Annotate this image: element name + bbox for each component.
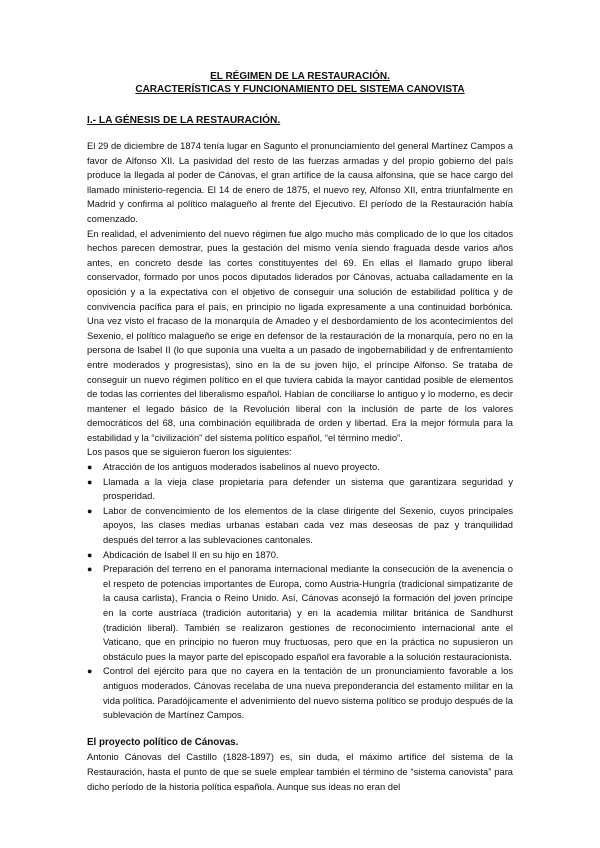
bullet-icon: ● [87, 462, 93, 473]
steps-list [87, 460, 513, 723]
list-item-text: Control del ejército para que no cayera en la tentación de un pronunciamiento favorable a los antiguos moderados. Cánovas recelaba de una nueva preponderancia del estamento militar en la vida política. Paradójicamente el advenimiento del nuevo sistema político se produjo después de la sublevación de Martínez Campos. [103, 666, 513, 721]
bullet-icon: ● [87, 666, 93, 677]
list-item [87, 460, 513, 475]
section-heading: I.- LA GÉNESIS DE LA RESTAURACIÓN. [87, 115, 281, 126]
bullet-icon: ● [87, 564, 93, 575]
paragraph-3: Los pasos que se siguieron fueron los siguientes: [87, 447, 292, 458]
list-item [87, 504, 513, 548]
paragraph-2: En realidad, el advenimiento del nuevo régimen fue algo mucho más complicado de lo que los citados hechos parecen demostrar, pues la gestación del mismo venía siendo fraguada desde varios años antes, en concreto desde las cortes constituyentes del 69. En ellas el llamado grupo liberal conservador, formado por unos pocos diputados liderados por Cánovas, actuaba calladamente en la oposición y a la expectativa con el objetivo de conseguir una solución de estabilidad política y de convivencia pacífica para el país, en principio no ligada expresamente a una continuidad borbónica. Una vez visto el fracaso de la monarquía de Amadeo y el desbordamiento de los acontecimientos del Sexenio, el político malagueño se erige en defensor de la restauración de la monarquía, pero no en la persona de Isabel II (lo que suponía una vuelta a un pasado de ingobernabilidad y de enfrentamiento entre moderados y progresistas), sino en la de su joven hijo, el príncipe Alfonso. Se trataba de conseguir un nuevo régimen político en el que tuviera cabida la mayor cantidad posible de elementos de todas las corrientes del liberalismo español. Habían de conciliarse lo antiguo y lo moderno, es decir mantener el legado básico de la Revolución liberal con la inclusión de parte de los valores democráticos del 68, una combinación equilibrada de orden y libertad. Era la mejor fórmula para la estabilidad y la “civilización” del sistema político español, “el término medio”. [87, 228, 513, 443]
list-item-text: Llamada a la vieja clase propietaria para defender un sistema que garantizara seguridad y prosperidad. [103, 476, 513, 502]
list-item [87, 475, 513, 504]
list-item [87, 562, 513, 664]
final-paragraph: Antonio Cánovas del Castillo (1828-1897) es, sin duda, el máximo artífice del sistema de la Restauración, hasta el punto de que se suele emplear también el término de “sistema canovista” para dicho período de la historia política española. Aunque sus ideas no eran del [87, 752, 513, 792]
paragraph-1: El 29 de diciembre de 1874 tenía lugar en Sagunto el pronunciamiento del general Martínez Campos a favor de Alfonso XII. La pasividad del resto de las fuerzas armadas y del propio gobierno del país produce la llegada al poder de Cánovas, el gran artífice de la causa alfonsina, que se hace cargo del llamado ministerio-regencia. El 14 de enero de 1875, el nuevo rey, Alfonso XII, entra triunfalmente en Madrid y confirma al político malagueño al frente del Ejecutivo. El período de la Restauración había comenzado. [87, 141, 513, 224]
list-item [87, 664, 513, 722]
list-item [87, 548, 513, 563]
list-item-text: Atracción de los antiguos moderados isabelinos al nuevo proyecto. [103, 462, 380, 473]
bullet-icon: ● [87, 476, 93, 487]
list-item-text: Labor de convencimiento de los elementos de la clase dirigente del Sexenio, cuyos principales apoyos, las clases medias urbanas estaban cada vez mas deseosas de paz y tranquilidad después del terror a las sublevaciones cantonales. [103, 505, 513, 546]
subheading: El proyecto político de Cánovas. [87, 736, 239, 748]
document-title [0, 70, 600, 96]
list-item-text: Abdicación de Isabel II en su hijo en 1870. [103, 549, 279, 560]
document-body [87, 139, 513, 794]
title-line-2: CARACTERÍSTICAS Y FUNCIONAMIENTO DEL SISTEMA CANOVISTA [135, 84, 465, 95]
bullet-icon: ● [87, 505, 93, 516]
list-item-text: Preparación del terreno en el panorama internacional mediante la consecución de la avenencia o el respeto de potencias importantes de Europa, como Austria-Hungría (tradicional simpatizante de la causa carlista), Francia o Reino Unido. Así, Cánovas aconsejó la formación del joven príncipe en la corte austríaca (tradición autoritaria) y en la academia militar británica de Sandhurst (tradición liberal). También se realizaron gestiones de reconocimiento internacional ante el Vaticano, que en principio no fueron muy fructuosas, pero que en la práctica no supusieron un obstáculo pues la mayor parte del episcopado español era favorable a la solución restauracionista. [103, 564, 513, 662]
title-line-1: EL RÉGIMEN DE LA RESTAURACIÓN. [210, 71, 390, 82]
bullet-icon: ● [87, 549, 93, 560]
